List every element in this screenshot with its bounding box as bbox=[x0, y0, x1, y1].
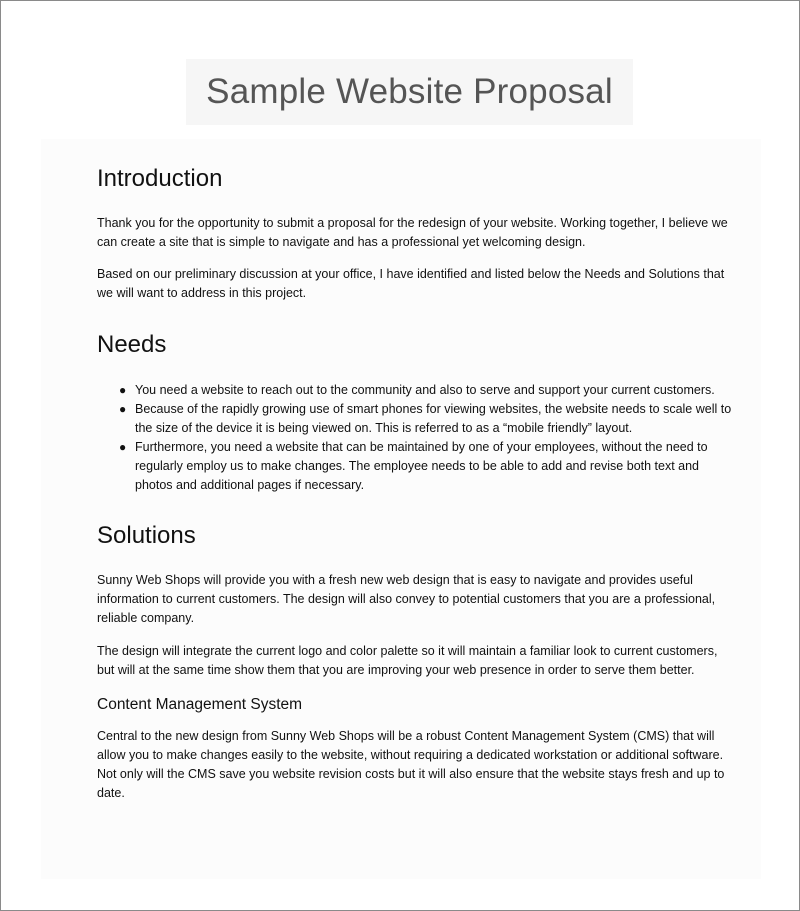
document-title: Sample Website Proposal bbox=[206, 72, 613, 111]
bullet-icon: ● bbox=[119, 440, 127, 454]
list-item bbox=[97, 438, 737, 495]
solutions-paragraph-1: Sunny Web Shops will provide you with a fresh new web design that is easy to navigate and provides useful information to current customers. The design will also convey to potential customers that you are a professional, reliable company. bbox=[97, 573, 716, 625]
introduction-paragraph-1: Thank you for the opportunity to submit a proposal for the redesign of your website. Working together, I believe we can create a site that is simple to navigate and has a professional yet welcoming design. bbox=[97, 216, 728, 249]
needs-heading: Needs bbox=[97, 331, 167, 358]
needs-item-text: You need a website to reach out to the community and also to serve and support your current customers. bbox=[135, 383, 715, 397]
bullet-icon: ● bbox=[119, 402, 127, 416]
solutions-heading: Solutions bbox=[97, 522, 196, 549]
cms-heading: Content Management System bbox=[97, 696, 303, 713]
bullet-icon: ● bbox=[119, 383, 127, 397]
list-item bbox=[97, 400, 737, 438]
title-banner bbox=[186, 59, 633, 125]
solutions-section bbox=[97, 519, 737, 803]
needs-list bbox=[97, 381, 737, 495]
needs-section bbox=[97, 328, 737, 495]
needs-item-text: Because of the rapidly growing use of smart phones for viewing websites, the website needs to scale well to the size of the device it is being viewed on. This is referred to as a “mobile friendly” layout. bbox=[135, 402, 732, 435]
needs-item-text: Furthermore, you need a website that can be maintained by one of your employees, without the need to regularly employ us to make changes. The employee needs to be able to add and revise both text and photos and additional pages if necessary. bbox=[135, 440, 708, 492]
introduction-section bbox=[97, 162, 737, 303]
list-item bbox=[97, 381, 737, 400]
document-body bbox=[97, 162, 737, 803]
cms-paragraph: Central to the new design from Sunny Web Shops will be a robust Content Management System (CMS) that will allow you to make changes easily to the website, without requiring a dedicated workstation or additional software. Not only will the CMS save you website revision costs but it will also ensure that the website stays fresh and up to date. bbox=[97, 729, 725, 800]
solutions-paragraph-2: The design will integrate the current logo and color palette so it will maintain a familiar look to current customers, but will at the same time show them that you are improving your web presence in order to serve them better. bbox=[97, 644, 718, 677]
introduction-paragraph-2: Based on our preliminary discussion at your office, I have identified and listed below the Needs and Solutions that we will want to address in this project. bbox=[97, 267, 725, 300]
introduction-heading: Introduction bbox=[97, 165, 223, 192]
